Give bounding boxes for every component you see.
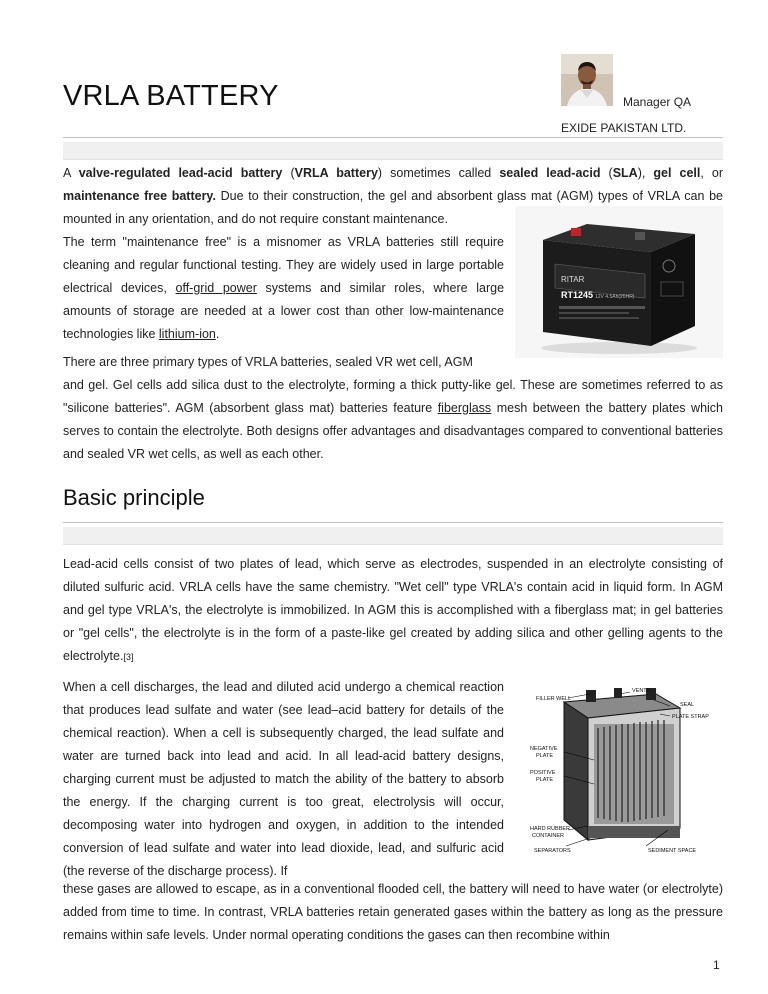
intro-paragraph-3: and gel. Gel cells add silica dust to the electrolyte, forming a thick putty-like gel. These are sometimes referred to as "silicone batteries". AGM (absorbent glass mat) batteries feature fiberglass mesh between the battery plates which serves to contain the electrolyte. Both designs offer advantages and disadvantages compared to conventional batteries and sealed VR wet cells, as well as each other. [63, 378, 724, 461]
author-portrait-icon [561, 54, 613, 106]
label-positive-plate-2: PLATE [536, 777, 554, 783]
label-container-1: HARD RUBBER [530, 826, 571, 832]
section-band [63, 142, 723, 160]
label-filler-well: FILLER WELL [536, 696, 572, 702]
principle-paragraph-1: Lead-acid cells consist of two plates of lead, which serve as electrodes, suspended in an electrolyte consisting of diluted sulfuric acid. VRLA cells have the same chemistry. "Wet cell" type VRLA's contain acid in liquid form. In AGM and gel type VRLA's, the electrolyte is immobilized. In AGM this is accomplished with a fiberglass mat; in gel batteries or "gel cells", the electrolyte is in the form of a paste-like gel created by adding silica and other gelling agents to the electrolyte.[3] [63, 557, 723, 663]
label-vents: VENTS [632, 688, 651, 694]
header-divider [63, 137, 723, 138]
author-photo [561, 54, 613, 106]
label-sediment-space: SEDIMENT SPACE [648, 848, 697, 854]
battery-model-label: RT1245 [561, 290, 594, 300]
label-negative-plate-2: PLATE [536, 753, 554, 759]
cell-cutaway-diagram [528, 680, 723, 860]
label-seal: SEAL [680, 702, 695, 708]
label-separators: SEPARATORS [534, 848, 571, 854]
intro-paragraph-2: The term "maintenance free" is a misnomer as VRLA batteries still require cleaning and regular functional testing. They are widely used in large portable electrical devices, off-grid power systems and similar roles, where large amounts of storage are needed at a lower cost than other low-maintenance technologies like lithium-ion. [63, 235, 505, 341]
battery-icon [515, 206, 723, 358]
label-positive-plate-1: POSITIVE [530, 770, 556, 776]
author-organization: EXIDE PAKISTAN LTD. [561, 121, 687, 135]
section-heading: Basic principle [63, 485, 205, 510]
page-title: VRLA BATTERY [63, 80, 279, 112]
intro-paragraph-1: A valve-regulated lead-acid battery (VRLA battery) sometimes called sealed lead-acid (SLA), gel cell, or maintenance free battery. Due to their construction, the gel and absorbent glass mat (AGM) types of VRLA can be mounted in any orientation, and do not require constant maintenance. [63, 166, 723, 226]
section-band-2 [63, 527, 723, 545]
battery-spec-label: 12V 4.5Ah(20HR) [595, 294, 635, 300]
battery-brand-label: RITAR [561, 275, 585, 284]
page-number: 1 [713, 958, 720, 972]
principle-paragraph-2: When a cell discharges, the lead and diluted acid undergo a chemical reaction that produces lead sulfate and water (see lead–acid battery for details of the chemical reaction). When a cell is subsequently charged, the lead sulfate and water are turned back into lead and acid. In all lead-acid battery designs, charging current must be adjusted to match the ability of the battery to absorb the energy. If the charging current is too great, electrolysis will occur, decomposing water into hydrogen and oxygen, in addition to the intended conversion of lead sulfate and water into lead dioxide, lead, and sulfuric acid (the reverse of the discharge process). If [63, 680, 504, 878]
author-role: Manager QA [623, 95, 692, 109]
section-divider [63, 522, 723, 523]
label-negative-plate-1: NEGATIVE [530, 746, 558, 752]
principle-paragraph-2-cont: these gases are allowed to escape, as in a conventional flooded cell, the battery will need to have water (or electrolyte) added from time to time. In contrast, VRLA batteries retain generated gases within the battery as long as the pressure remains within safe levels. Under normal operating conditions the gases can then recombine within [63, 882, 723, 942]
label-container-2: CONTAINER [532, 833, 564, 839]
fiberglass-link[interactable]: fiberglass [437, 401, 492, 415]
citation-ref[interactable]: [3] [123, 652, 134, 662]
intro-paragraph-3-start: There are three primary types of VRLA batteries, sealed VR wet cell, AGM [63, 355, 473, 369]
lithium-ion-link[interactable]: lithium-ion [158, 327, 216, 341]
off-grid-power-link[interactable]: off-grid power [175, 281, 257, 295]
label-plate-strap: PLATE STRAP [672, 714, 709, 720]
battery-photo [515, 206, 723, 358]
battery-cell-diagram-icon [528, 680, 723, 860]
